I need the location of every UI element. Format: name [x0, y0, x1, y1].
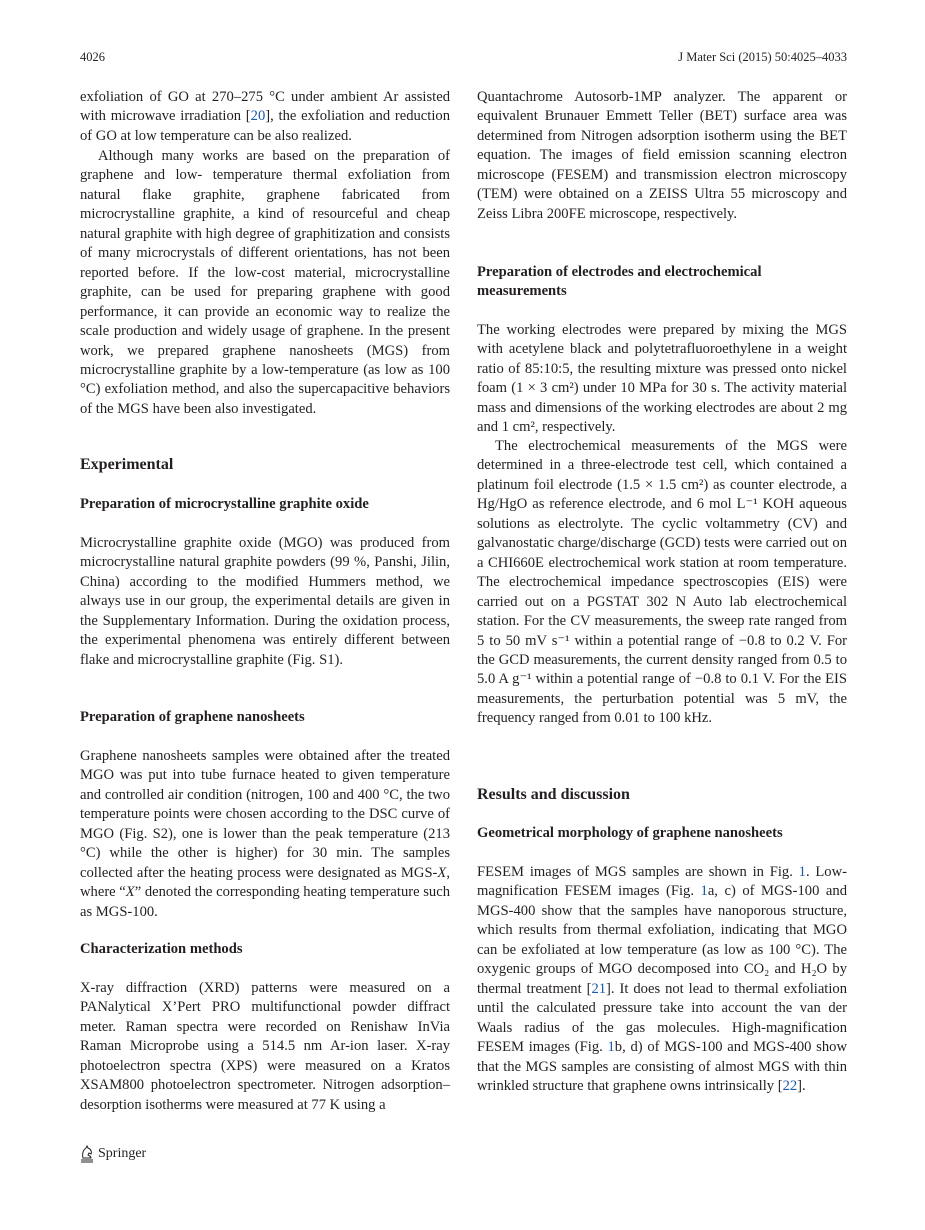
- springer-horse-icon: [80, 1145, 94, 1163]
- text: . Low-magnification FESEM images (Fig.: [477, 864, 847, 900]
- figure-link[interactable]: 1: [798, 864, 806, 880]
- text: exfoliation of GO at 270–275 °C under ambient Ar assisted with microwave irradiation [: [80, 89, 450, 125]
- subsection-heading: Preparation of electrodes and electrochemical measurements: [477, 264, 762, 300]
- paragraph: [80, 747, 450, 922]
- journal-citation: J Mater Sci (2015) 50:4025–4033: [678, 50, 847, 64]
- paragraph: [477, 863, 847, 1096]
- text: b, d) of MGS-100 and MGS-400 show that the MGS samples are consisting of almost MGS with thin wrinkled structure that graphene owns intrinsically [: [477, 1039, 847, 1094]
- paragraph: The working electrodes were prepared by mixing the MGS with acetylene black and polytetrafluoroethylene in a weight ratio of 85:10:5, the resulting mixture was pressed onto nickel foam (1 × 3 cm²) under 10 MPa for 30 s. The activity material mass and dimensions of the working electrodes are about 2 mg and 1 cm², respectively.: [477, 322, 847, 436]
- text: , where “: [80, 864, 450, 901]
- paragraph: Microcrystalline graphite oxide (MGO) was produced from microcrystalline natural graphite powders (99 %, Panshi, Jilin, China) according to the modified Hummers method, we always use in our group, the experimental details are given in the Supplementary Information. During the oxidation process, the experimental phenomena was entirely different between flake and microcrystalline graphite (Fig. S1).: [80, 535, 450, 668]
- paragraph: The electrochemical measurements of the MGS were determined in a three-electrode test cell, which contained a platinum foil electrode (1.5 × 1.5 cm²) as counter electrode, a Hg/HgO as reference electrode, and 6 mol L⁻¹ KOH aqueous solutions as electrolyte. The cyclic voltammetry (CV) and galvanostatic charge/discharge (GCD) tests were carried out on a CHI660E electrochemical work station at room temperature. The electrochemical impedance spectroscopies (EIS) were carried out on a PGSTAT 302 N Auto lab electrochemical station. For the CV measurements, the sweep rate ranged from 5 to 50 mV s⁻¹ within a potential range of −0.8 to 0.2 V. For the GCD measurements, the current density ranged from 0.5 to 5.0 A g⁻¹ within a potential range of −0.8 to 0.1 V. For the EIS measurements, the perturbation potential was 5 mV, the frequency ranged from 0.01 to 100 kHz.: [477, 438, 847, 727]
- section-heading: Results and discussion: [477, 786, 630, 803]
- text: ]. It does not lead to thermal exfoliation until the calculated pressure take into account the van der Waals radius of the gas molecules. High-magnification FESEM images (Fig.: [477, 980, 847, 1056]
- publisher-footer: [80, 1145, 146, 1163]
- citation-link[interactable]: 22: [782, 1077, 798, 1094]
- subsection-heading: Preparation of microcrystalline graphite oxide: [80, 496, 369, 512]
- page-number: 4026: [80, 50, 105, 64]
- citation-link[interactable]: 20: [250, 108, 266, 125]
- paragraph: Although many works are based on the preparation of graphene and low- temperature thermal exfoliation from natural flake graphite, graphene fabricated from microcrystalline graphite, a kind of resourceful and cheap natural graphite with high degree of graphitization and consists of many microcrystals of different orientations, has not been reported before. If the low-cost material, microcrystalline graphite, can be used for preparing graphene with good performance, it can provide an economic way to realize the scale production and widely usage of graphene. In the present work, we prepared graphene nanosheets (MGS) from microcrystalline graphite by a low-temperature (as low as 100 °C) exfoliation method, and also the supercapacitive behaviors of the MGS have been also investigated.: [80, 148, 450, 417]
- text: Graphene nanosheets samples were obtained after the treated MGO was put into tube furnace heated to given temperature and controlled air condition (nitrogen, 100 and 400 °C, the two temperature points were chosen according to the DSC curve of MGO (Fig. S2), one is lower than the peak temperature (213 °C) while the other is higher) for 30 min. The samples collected after the heating process were designated as MGS-: [80, 748, 450, 881]
- citation-link[interactable]: 21: [591, 980, 607, 997]
- figure-link[interactable]: 1: [607, 1039, 615, 1056]
- text: X: [125, 884, 135, 901]
- section-heading: Experimental: [80, 456, 174, 473]
- text: ], the exfoliation and reduction of GO at low temperature can be also realized.: [80, 108, 450, 144]
- paragraph: Quantachrome Autosorb-1MP analyzer. The apparent or equivalent Brunauer Emmett Teller (BET) surface area was determined from Nitrogen adsorption isotherm using the BET equation. The images of field emission scanning electron microscope (FESEM) and transmission electron microscopy (TEM) were obtained on a ZEISS Ultra 55 microscopy and Zeiss Libra 200FE microscope, respectively.: [477, 89, 847, 222]
- paragraph: X-ray diffraction (XRD) patterns were measured on a PANalytical X’Pert PRO multifunctional powder diffract meter. Raman spectra were recorded on Renishaw InVia Raman Microprobe using a 514.5 nm Ar-ion laser. X-ray photoelectron spectra (XPS) were measured on a Kratos XSAM800 photoelectron spectrometer. Nitrogen adsorption–desorption isotherms were measured at 77 K using a: [80, 980, 450, 1113]
- text: ” denoted the corresponding heating temperature such as MGS-100.: [80, 884, 450, 920]
- text: ].: [797, 1077, 806, 1094]
- subsection-heading: Preparation of graphene nanosheets: [80, 709, 305, 725]
- text: a, c) of MGS-100 and MGS-400 show that the samples have nanoporous structure, which results from thermal exfoliation, indicating that MGO can be exfoliated at low temperature (as low as 100 °C). The oxygenic groups of MGO decomposed into CO₂ and H₂O by thermal treatment [: [477, 883, 847, 997]
- text: FESEM images of MGS samples are shown in Fig.: [477, 864, 799, 880]
- text: X: [437, 864, 447, 881]
- subsection-heading: Characterization methods: [80, 941, 243, 957]
- publisher-name: Springer: [98, 1146, 147, 1161]
- figure-link[interactable]: 1: [700, 883, 708, 900]
- subsection-heading: Geometrical morphology of graphene nanosheets: [477, 825, 783, 841]
- paragraph: [80, 88, 450, 146]
